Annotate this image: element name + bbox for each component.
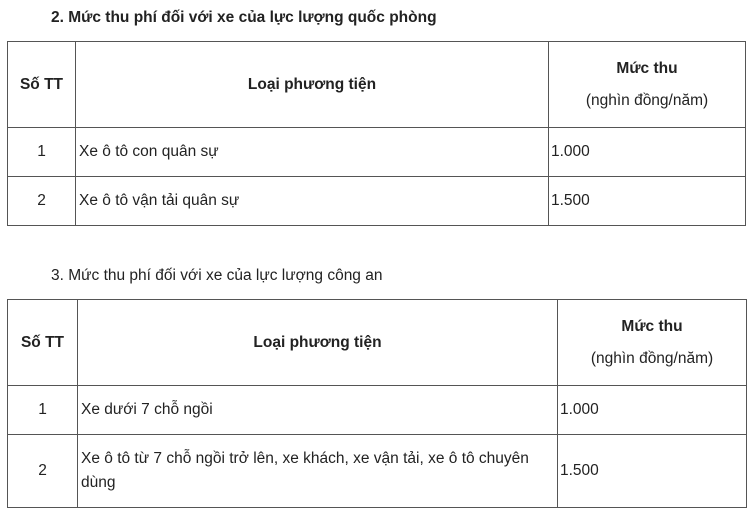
table-row	[8, 128, 746, 177]
cell-vehicle-type: Xe dưới 7 chỗ ngồi	[78, 386, 558, 435]
header-cell-rate	[558, 300, 747, 386]
header-rate-label: Mức thu	[621, 317, 683, 335]
cell-vehicle-type: Xe ô tô vận tải quân sự	[76, 177, 549, 226]
table-row	[8, 177, 746, 226]
cell-rate: 1.000	[558, 386, 747, 435]
cell-no: 1	[8, 128, 76, 177]
table-row	[8, 386, 747, 435]
header-cell-vehicle-type: Loại phương tiện	[78, 300, 558, 386]
cell-rate: 1.500	[558, 435, 747, 508]
fee-table-police	[7, 299, 747, 508]
section-heading-police: 3. Mức thu phí đối với xe của lực lượng công an	[51, 267, 383, 284]
header-cell-no: Số TT	[8, 300, 78, 386]
cell-no: 1	[8, 386, 78, 435]
cell-vehicle-type: Xe ô tô từ 7 chỗ ngồi trở lên, xe khách, xe vận tải, xe ô tô chuyên dùng	[78, 435, 558, 508]
header-cell-vehicle-type: Loại phương tiện	[76, 42, 549, 128]
header-rate-unit: (nghìn đồng/năm)	[585, 91, 709, 109]
table-header-row	[8, 300, 747, 386]
cell-rate: 1.000	[549, 128, 746, 177]
header-rate-label: Mức thu	[616, 59, 678, 77]
header-cell-rate	[549, 42, 746, 128]
section-heading-defense: 2. Mức thu phí đối với xe của lực lượng quốc phòng	[51, 9, 437, 26]
cell-no: 2	[8, 177, 76, 226]
cell-vehicle-type: Xe ô tô con quân sự	[76, 128, 549, 177]
cell-rate: 1.500	[549, 177, 746, 226]
table-header-row	[8, 42, 746, 128]
table-row	[8, 435, 747, 508]
fee-table-defense	[7, 41, 746, 226]
header-rate-unit: (nghìn đồng/năm)	[590, 349, 714, 367]
header-cell-no: Số TT	[8, 42, 76, 128]
cell-no: 2	[8, 435, 78, 508]
